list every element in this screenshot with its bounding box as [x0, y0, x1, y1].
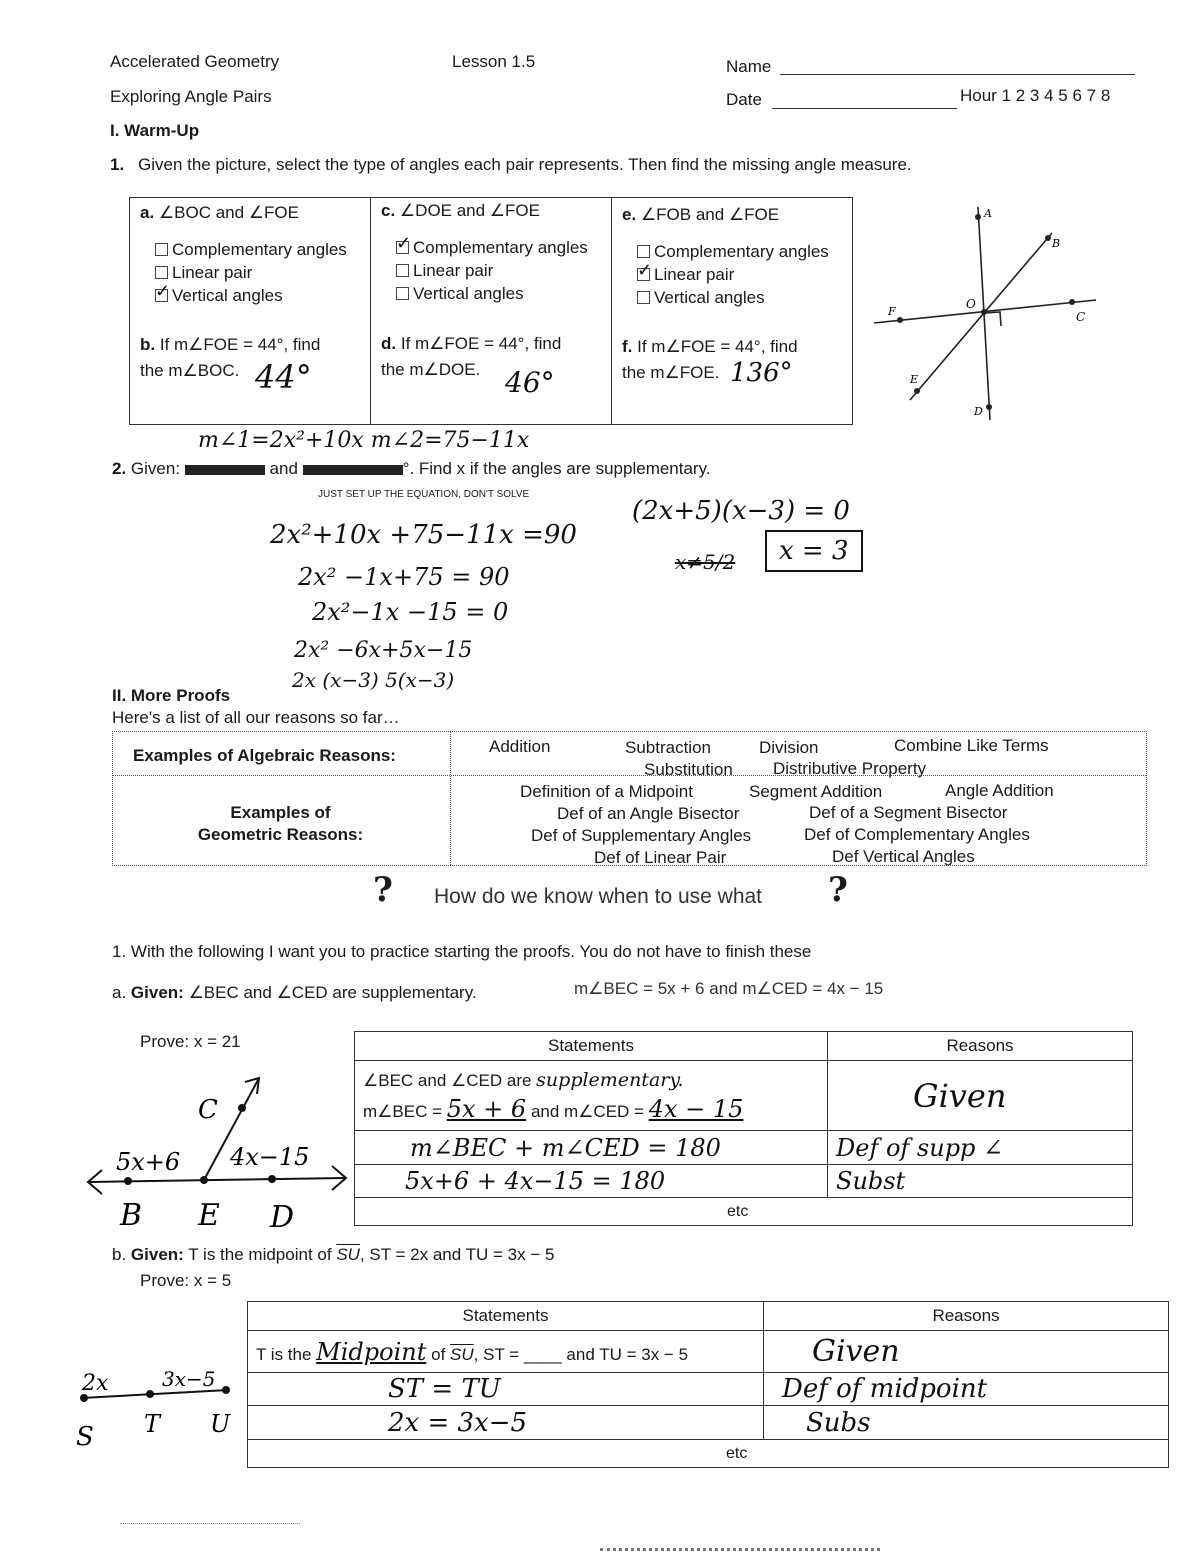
cell-d-question: d. If m∠FOE = 44°, find the m∠DOE.	[381, 334, 562, 379]
fig-label-U: U	[210, 1410, 231, 1438]
fig-label-B: B	[120, 1198, 143, 1233]
cell-e-options	[637, 240, 829, 309]
reason-addition: Addition	[489, 737, 551, 756]
proof-b-statement-2[interactable]: ST = TU	[248, 1373, 764, 1406]
proof-b-given: b. Given: T is the midpoint of $\overline{SU}$, ST = 2x and TU = 3x − 5	[112, 1245, 555, 1264]
option-complementary[interactable]: Complementary angles	[637, 240, 829, 263]
fig-label-T: T	[144, 1410, 161, 1438]
fig-label-left: 2x	[82, 1371, 109, 1396]
date-field[interactable]	[772, 108, 957, 109]
reason-combine-like-terms: Combine Like Terms	[894, 736, 1049, 755]
q1-number: 1.	[110, 155, 125, 174]
work-line-3: 2x²−1x −15 = 0	[312, 598, 509, 626]
scan-artifact	[600, 1548, 880, 1551]
cell-f-question: f. If m∠FOE = 44°, find the m∠FOE.	[622, 337, 798, 382]
option-vertical[interactable]: Vertical angles	[396, 282, 588, 305]
reason-angle-bisector: Def of an Angle Bisector	[557, 804, 740, 823]
lesson-number: Lesson 1.5	[452, 52, 536, 71]
cell-a-options	[155, 238, 347, 307]
work-line-5: 2x (x−3) 5(x−3)	[292, 668, 455, 692]
proofs-intro: Here's a list of all our reasons so far…	[112, 708, 400, 727]
proof-b-reason-2[interactable]: Def of midpoint	[764, 1373, 1169, 1406]
q2-handwritten-measures: m∠1=2x²+10x m∠2=75−11x	[198, 428, 530, 453]
cell-e-pair: e. ∠FOB and ∠FOE	[622, 205, 780, 224]
proof-b-reason-1[interactable]: Given	[764, 1331, 1169, 1373]
question-mark-icon: ?	[828, 870, 848, 910]
proof-b-table	[247, 1301, 1169, 1468]
cell-f-answer: 136°	[730, 358, 793, 388]
reason-substitution: Substitution	[644, 760, 733, 779]
option-linear-pair[interactable]: Linear pair	[155, 261, 347, 284]
question-mark-icon: ?	[373, 870, 393, 910]
q1-text: Given the picture, select the type of angles each pair represents. Then find the missing angle measure.	[138, 155, 912, 174]
date-label: Date	[726, 90, 762, 109]
proof-a-given: a. Given: ∠BEC and ∠CED are supplementary.	[112, 983, 477, 1002]
reason-segment-addition: Segment Addition	[749, 782, 883, 801]
question-prompt: How do we know when to use what	[434, 885, 763, 908]
fig-label-S: S	[76, 1422, 94, 1452]
scan-artifact	[120, 1523, 300, 1524]
proof-a-reason-1[interactable]: Given	[828, 1061, 1133, 1131]
crossed-solution: x≠5/2	[675, 550, 736, 574]
option-linear-pair[interactable]: Linear pair	[396, 259, 588, 282]
fig-label-C: C	[198, 1095, 218, 1125]
reason-def-midpoint: Definition of a Midpoint	[520, 782, 693, 801]
proof-a-reason-3[interactable]: Subst	[828, 1165, 1133, 1198]
lesson-subtitle: Exploring Angle Pairs	[110, 87, 272, 106]
proof-a-statement-2[interactable]: m∠BEC + m∠CED = 180	[355, 1131, 828, 1165]
label-B: B	[1052, 237, 1061, 250]
reason-linear-pair: Def of Linear Pair	[594, 848, 727, 867]
fig-label-right: 3x−5	[162, 1367, 216, 1391]
course-title: Accelerated Geometry	[110, 52, 280, 71]
reason-vertical-angles: Def Vertical Angles	[832, 847, 975, 866]
geometric-reasons-label: Examples of Geometric Reasons:	[197, 803, 364, 844]
reason-segment-bisector: Def of a Segment Bisector	[809, 803, 1008, 822]
proof-b-statement-3[interactable]: 2x = 3x−5	[248, 1406, 764, 1440]
reason-division: Division	[759, 738, 819, 757]
label-A: A	[984, 207, 992, 220]
factored-equation: (2x+5)(x−3) = 0	[632, 496, 850, 526]
proof-a-etc: etc	[355, 1198, 1133, 1226]
work-line-1: 2x²+10x +75−11x =90	[270, 520, 577, 550]
hour-label: Hour 1 2 3 4 5 6 7 8	[960, 86, 1111, 105]
name-label: Name	[726, 57, 772, 76]
reason-supplementary: Def of Supplementary Angles	[531, 826, 752, 845]
proof-a-measures: m∠BEC = 5x + 6 and m∠CED = 4x − 15	[574, 979, 884, 998]
option-vertical[interactable]: Vertical angles	[637, 286, 829, 309]
fig-label-E: E	[198, 1198, 220, 1233]
statements-header: Statements	[248, 1302, 764, 1331]
proof-b-reason-3[interactable]: Subs	[764, 1406, 1169, 1440]
cell-b-question: b. If m∠FOE = 44°, find the m∠BOC.	[140, 335, 321, 380]
cell-b-answer: 44°	[255, 358, 312, 396]
proof-a-statement-3[interactable]: 5x+6 + 4x−15 = 180	[355, 1165, 828, 1198]
name-field[interactable]	[780, 74, 1135, 75]
cell-c-options	[396, 236, 588, 305]
fig-label-left: 5x+6	[116, 1148, 181, 1176]
proof-b-figure	[70, 1360, 245, 1460]
reason-distributive: Distributive Property	[773, 759, 927, 778]
q2-prompt: 2. Given: and °. Find x if the angles are supplementary.	[112, 459, 711, 478]
scribble-out	[303, 465, 403, 475]
work-line-4: 2x² −6x+5x−15	[294, 638, 473, 663]
work-line-2: 2x² −1x+75 = 90	[298, 563, 510, 591]
cell-c-pair: c. ∠DOE and ∠FOE	[381, 201, 540, 220]
q2-note: JUST SET UP THE EQUATION, DON'T SOLVE	[318, 489, 530, 500]
reason-subtraction: Subtraction	[625, 738, 711, 757]
proof-a-prove: Prove: x = 21	[140, 1032, 241, 1051]
algebraic-reasons-label: Examples of Algebraic Reasons:	[133, 746, 396, 765]
reasons-header: Reasons	[764, 1302, 1169, 1331]
reason-angle-addition: Angle Addition	[945, 781, 1054, 800]
label-O: O	[966, 297, 976, 311]
label-C: C	[1076, 310, 1086, 324]
proof-a-figure	[80, 1070, 360, 1240]
angle-pairs-table	[129, 197, 853, 425]
cell-a-pair: a. ∠BOC and ∠FOE	[140, 203, 299, 222]
proof-b-etc: etc	[248, 1440, 1169, 1468]
label-D: D	[974, 405, 983, 418]
label-F: F	[888, 305, 896, 318]
proof-a-statement-1[interactable]: ∠BEC and ∠CED are supplementary. m∠BEC = 5x + 6 and m∠CED = 4x − 15	[355, 1061, 828, 1131]
fig-label-right: 4x−15	[230, 1143, 310, 1171]
fig-label-D: D	[270, 1200, 295, 1235]
warmup-title: I. Warm-Up	[110, 121, 200, 140]
option-complementary[interactable]: Complementary angles	[155, 238, 347, 261]
option-complementary[interactable]: ✓Complementary angles	[396, 236, 588, 259]
label-E: E	[910, 373, 919, 386]
statements-header: Statements	[355, 1032, 828, 1061]
option-linear-pair[interactable]: ✓Linear pair	[637, 263, 829, 286]
answer-box: x = 3	[765, 530, 863, 572]
proof-a-table	[354, 1031, 1133, 1226]
reasons-header: Reasons	[828, 1032, 1133, 1061]
cell-d-answer: 46°	[505, 366, 555, 399]
proof-b-prove: Prove: x = 5	[140, 1271, 232, 1290]
option-vertical[interactable]: ✓Vertical angles	[155, 284, 347, 307]
reason-complementary: Def of Complementary Angles	[804, 825, 1030, 844]
scribble-out	[185, 465, 265, 475]
proof-a-reason-2[interactable]: Def of supp ∠	[828, 1131, 1133, 1165]
practice-instructions: 1. With the following I want you to practice starting the proofs. You do not have to finish these	[112, 942, 812, 961]
proof-b-statement-1[interactable]: T is the Midpoint of $\overline{SU}$, ST = ____ and TU = 3x − 5	[248, 1331, 764, 1373]
proofs-title: II. More Proofs	[112, 686, 231, 705]
angle-diagram	[860, 195, 1110, 430]
